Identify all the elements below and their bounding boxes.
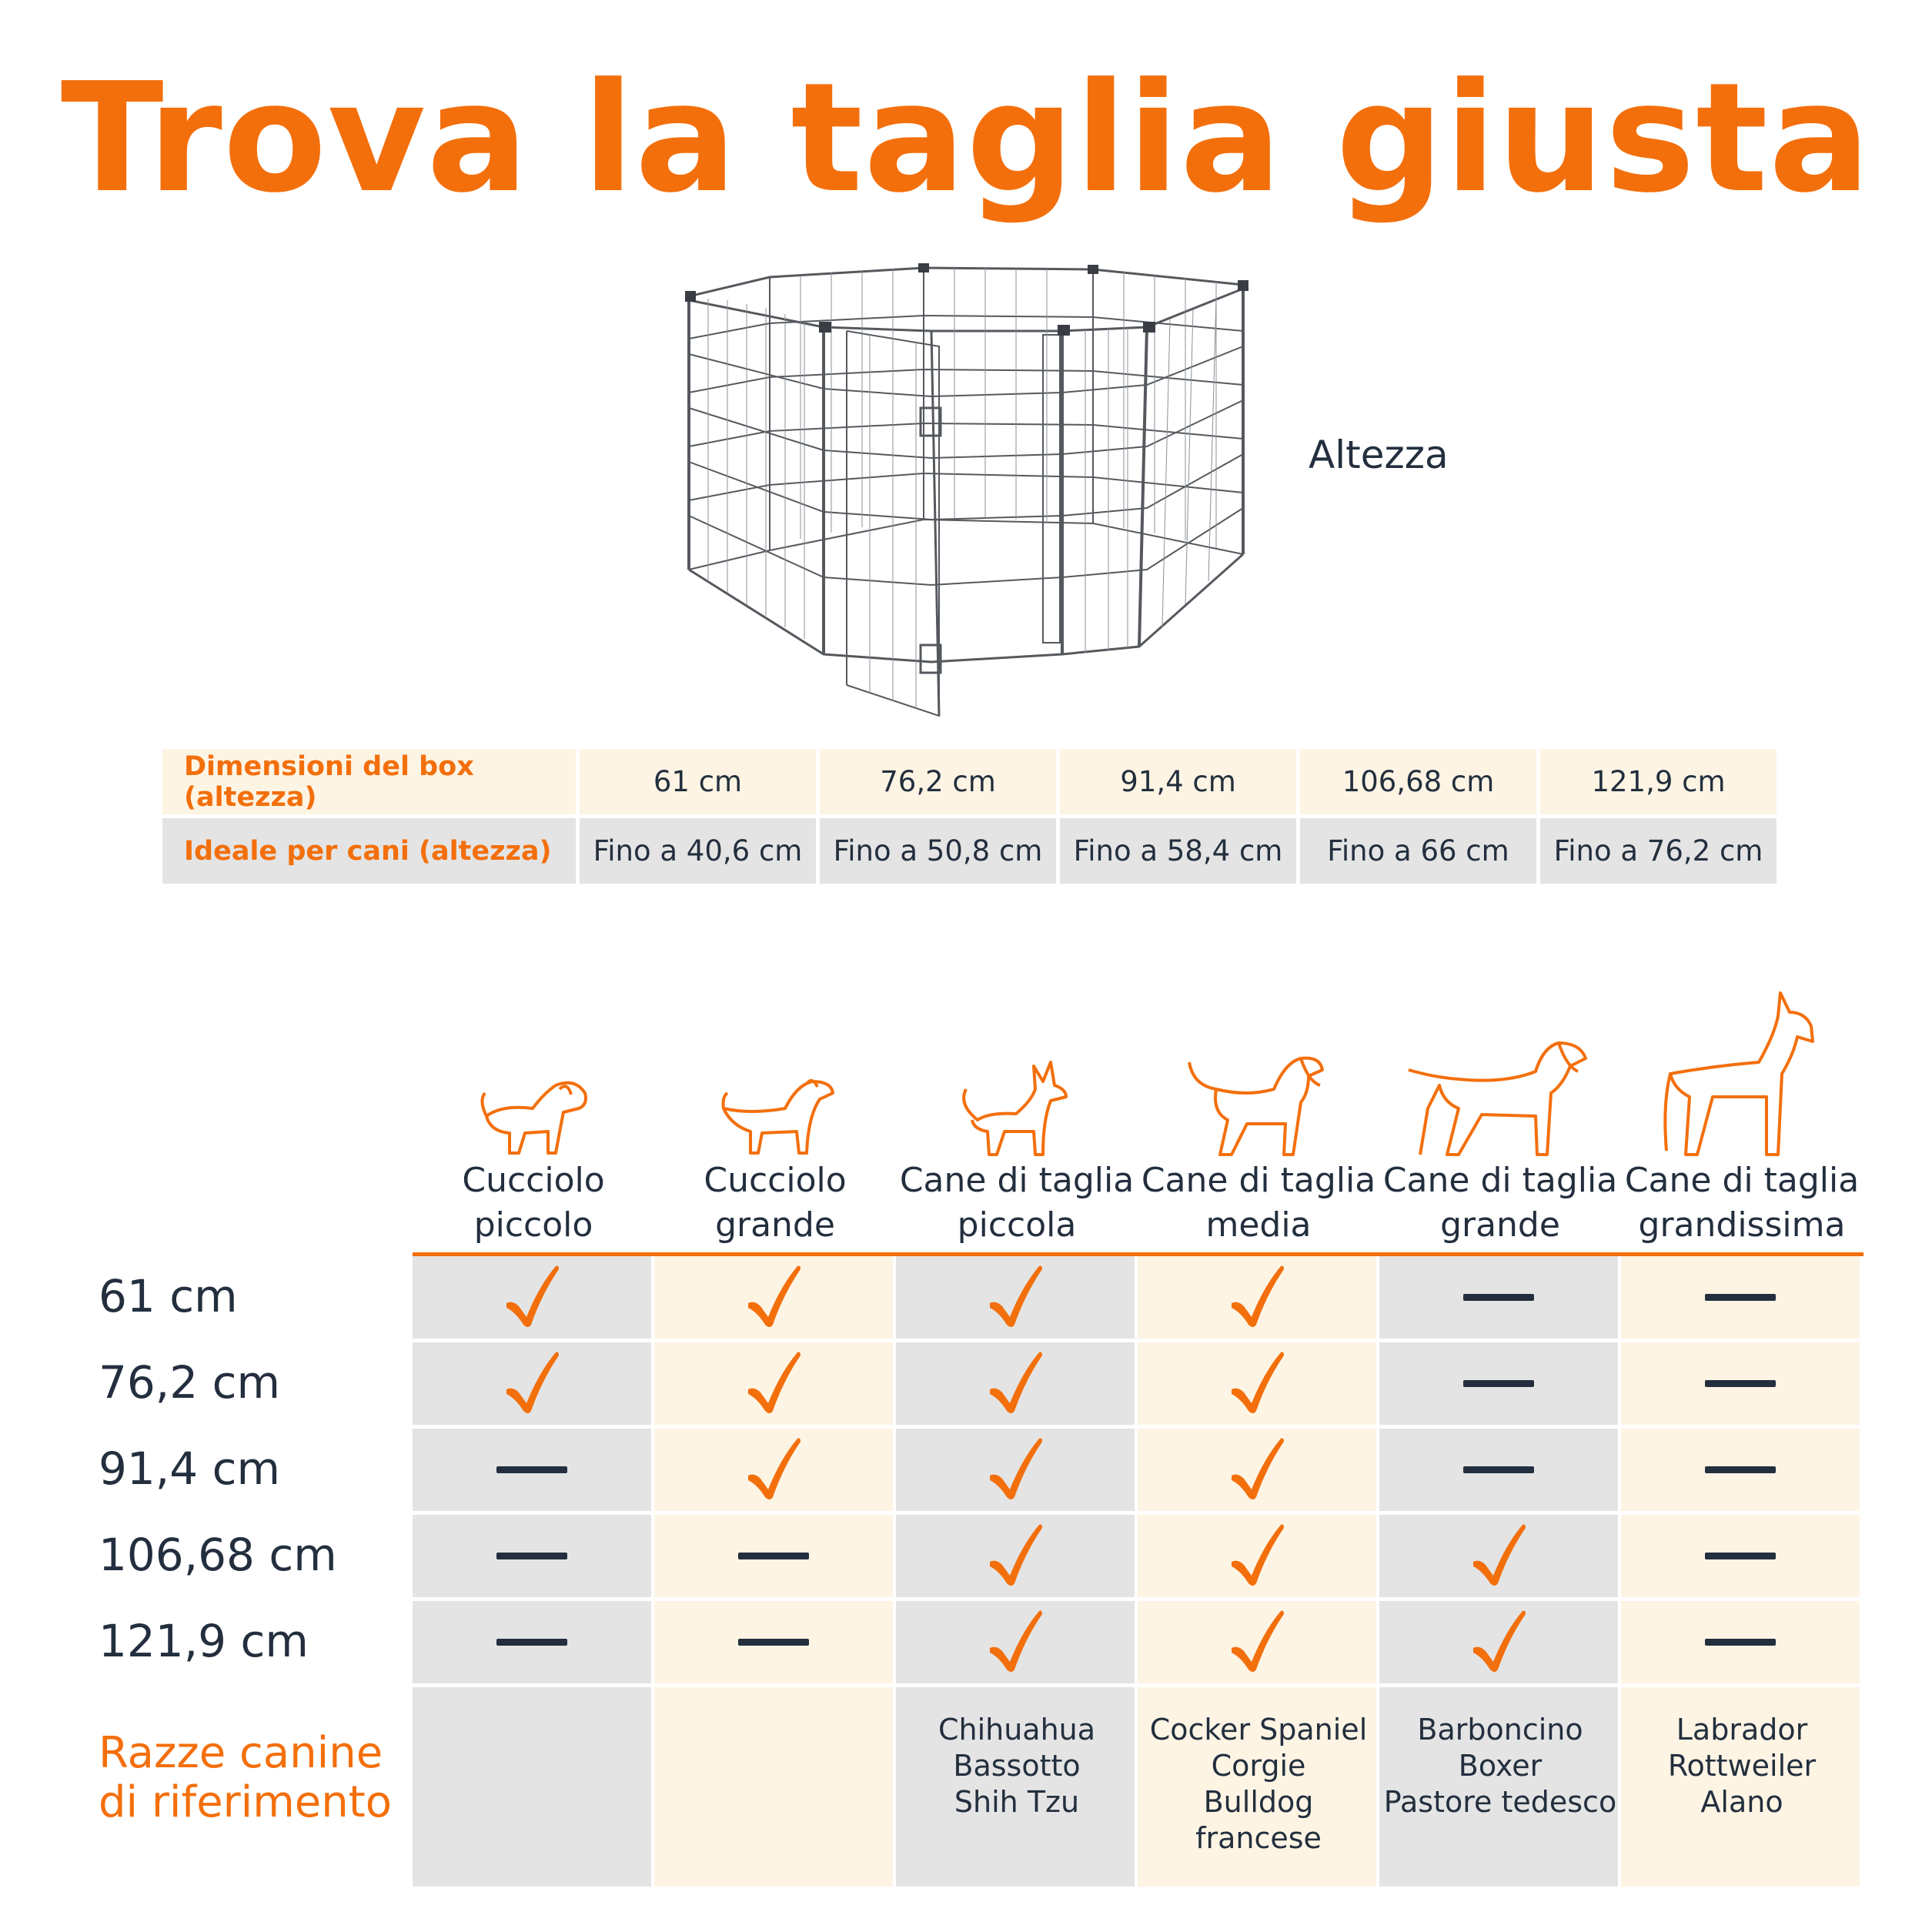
dash-cell [413,1515,651,1597]
dash-cell [654,1515,893,1597]
row-header-box-height: Dimensioni del box (altezza) [162,749,576,814]
box-height-cell: 91,4 cm [1060,749,1296,814]
row-height-label: 76,2 cm [99,1356,280,1409]
check-mark-cell [896,1342,1135,1425]
breed-name: Boxer [1458,1749,1543,1783]
check-icon [744,1263,804,1332]
check-mark-cell [654,1429,893,1511]
check-icon [1227,1608,1287,1677]
dog-type-label-line2: grande [715,1205,835,1245]
row-height-label: 61 cm [99,1270,238,1322]
dash-cell [1379,1342,1618,1425]
check-icon [1469,1522,1529,1591]
check-mark-cell [1379,1515,1618,1597]
dash-cell [1379,1256,1618,1339]
check-mark-cell [1138,1601,1376,1683]
ideal-height-cell: Fino a 66 cm [1300,818,1536,884]
check-mark-cell [1379,1601,1618,1683]
check-icon [985,1349,1045,1419]
dash-cell [1621,1429,1860,1511]
check-icon [1227,1263,1287,1332]
small-dog-icon [958,1058,1074,1162]
dash-cell [413,1601,651,1683]
check-mark-cell [1138,1515,1376,1597]
dash-icon [1705,1639,1776,1646]
dash-cell [1621,1256,1860,1339]
dog-type-label [654,1158,896,1248]
dash-icon [1463,1466,1534,1473]
check-icon [502,1349,562,1419]
check-mark-cell [896,1429,1135,1511]
playpen-illustration [677,254,1278,731]
dog-type-label-line1: Cucciolo [462,1161,605,1200]
dash-icon [496,1466,567,1473]
breed-name: Chihuahua [938,1713,1096,1746]
small-puppy-icon [471,1070,594,1162]
row-height-label: 91,4 cm [99,1442,280,1495]
check-icon [1227,1436,1287,1505]
check-icon [502,1263,562,1332]
check-icon [985,1608,1045,1677]
check-icon [1227,1522,1287,1591]
dash-icon [1705,1466,1776,1473]
medium-dog-icon [1185,1047,1332,1162]
dash-cell [1621,1601,1860,1683]
ideal-height-cell: Fino a 50,8 cm [820,818,1056,884]
check-icon [744,1436,804,1505]
dog-type-label-line1: Cane di taglia [899,1161,1135,1200]
check-mark-cell [413,1256,651,1339]
breed-name: Shih Tzu [954,1785,1080,1819]
dog-type-label [1138,1158,1379,1248]
breed-name: Corgie [1211,1749,1306,1783]
dash-cell [413,1429,651,1511]
breed-list [896,1712,1138,1820]
dash-icon [738,1553,809,1559]
breed-name: Bassotto [953,1749,1081,1783]
check-mark-cell [896,1515,1135,1597]
dog-type-label-line1: Cane di taglia [1624,1161,1860,1200]
dog-type-label-line1: Cane di taglia [1141,1161,1376,1200]
dash-icon [496,1639,567,1646]
dash-icon [1705,1553,1776,1559]
giant-dog-icon [1651,989,1828,1162]
dash-icon [1463,1294,1534,1301]
breed-list [1379,1712,1621,1820]
dash-cell [1621,1342,1860,1425]
large-puppy-icon [716,1070,839,1162]
dog-type-label [1379,1158,1621,1248]
large-dog-icon [1405,1031,1589,1162]
breed-name: Labrador [1676,1713,1808,1746]
check-mark-cell [413,1342,651,1425]
breeds-label-line1: Razze canine [99,1728,383,1778]
check-icon [1469,1608,1529,1677]
size-table [159,745,1780,887]
dog-type-label-line1: Cane di taglia [1382,1161,1618,1200]
dash-icon [496,1553,567,1559]
dash-cell [1379,1429,1618,1511]
breed-name: Cocker Spaniel [1149,1713,1368,1746]
breed-list [1621,1712,1863,1820]
row-height-label: 106,68 cm [99,1529,337,1581]
dog-type-label-line2: piccola [957,1205,1077,1245]
dog-type-label-line2: piccolo [473,1205,593,1245]
box-height-cell: 76,2 cm [820,749,1056,814]
check-mark-cell [1138,1342,1376,1425]
dash-cell [654,1601,893,1683]
breed-name: Barboncino [1417,1713,1583,1746]
check-icon [744,1349,804,1419]
dash-icon [1463,1380,1534,1387]
breed-name: Alano [1700,1785,1783,1819]
dog-type-label-line2: grande [1440,1205,1560,1245]
breed-name: Pastore tedesco [1383,1785,1617,1819]
size-table-row-ideal [162,818,1777,884]
dash-icon [1705,1294,1776,1301]
check-icon [985,1522,1045,1591]
check-mark-cell [896,1601,1135,1683]
dog-type-label [896,1158,1138,1248]
breed-name: Bulldog francese [1195,1785,1322,1855]
page-title: Trova la taglia giusta [60,51,1872,226]
height-label: Altezza [1309,433,1449,477]
check-mark-cell [654,1256,893,1339]
dog-type-label-line2: grandissima [1638,1205,1846,1245]
breeds-label-line2: di riferimento [99,1777,392,1827]
dash-icon [738,1639,809,1646]
breeds-label [99,1729,392,1827]
breed-name: Rottweiler [1667,1749,1817,1783]
row-header-ideal-dog-height: Ideale per cani (altezza) [162,818,576,884]
box-height-cell: 121,9 cm [1540,749,1777,814]
ideal-height-cell: Fino a 58,4 cm [1060,818,1296,884]
dog-type-label [413,1158,654,1248]
box-height-cell: 61 cm [580,749,816,814]
check-mark-cell [1138,1429,1376,1511]
ideal-height-cell: Fino a 40,6 cm [580,818,816,884]
dog-type-label-line1: Cucciolo [704,1161,847,1200]
dash-cell [1621,1515,1860,1597]
row-separator [413,1683,1863,1687]
check-icon [985,1436,1045,1505]
dog-type-label [1621,1158,1863,1248]
ideal-height-cell: Fino a 76,2 cm [1540,818,1777,884]
box-height-cell: 106,68 cm [1300,749,1536,814]
check-icon [985,1263,1045,1332]
check-icon [1227,1349,1287,1419]
row-height-label: 121,9 cm [99,1615,309,1667]
dash-icon [1705,1380,1776,1387]
breed-list [1138,1712,1379,1857]
check-mark-cell [896,1256,1135,1339]
check-mark-cell [654,1342,893,1425]
dog-type-label-line2: media [1205,1205,1312,1245]
check-mark-cell [1138,1256,1376,1339]
size-table-row-heights [162,749,1777,814]
